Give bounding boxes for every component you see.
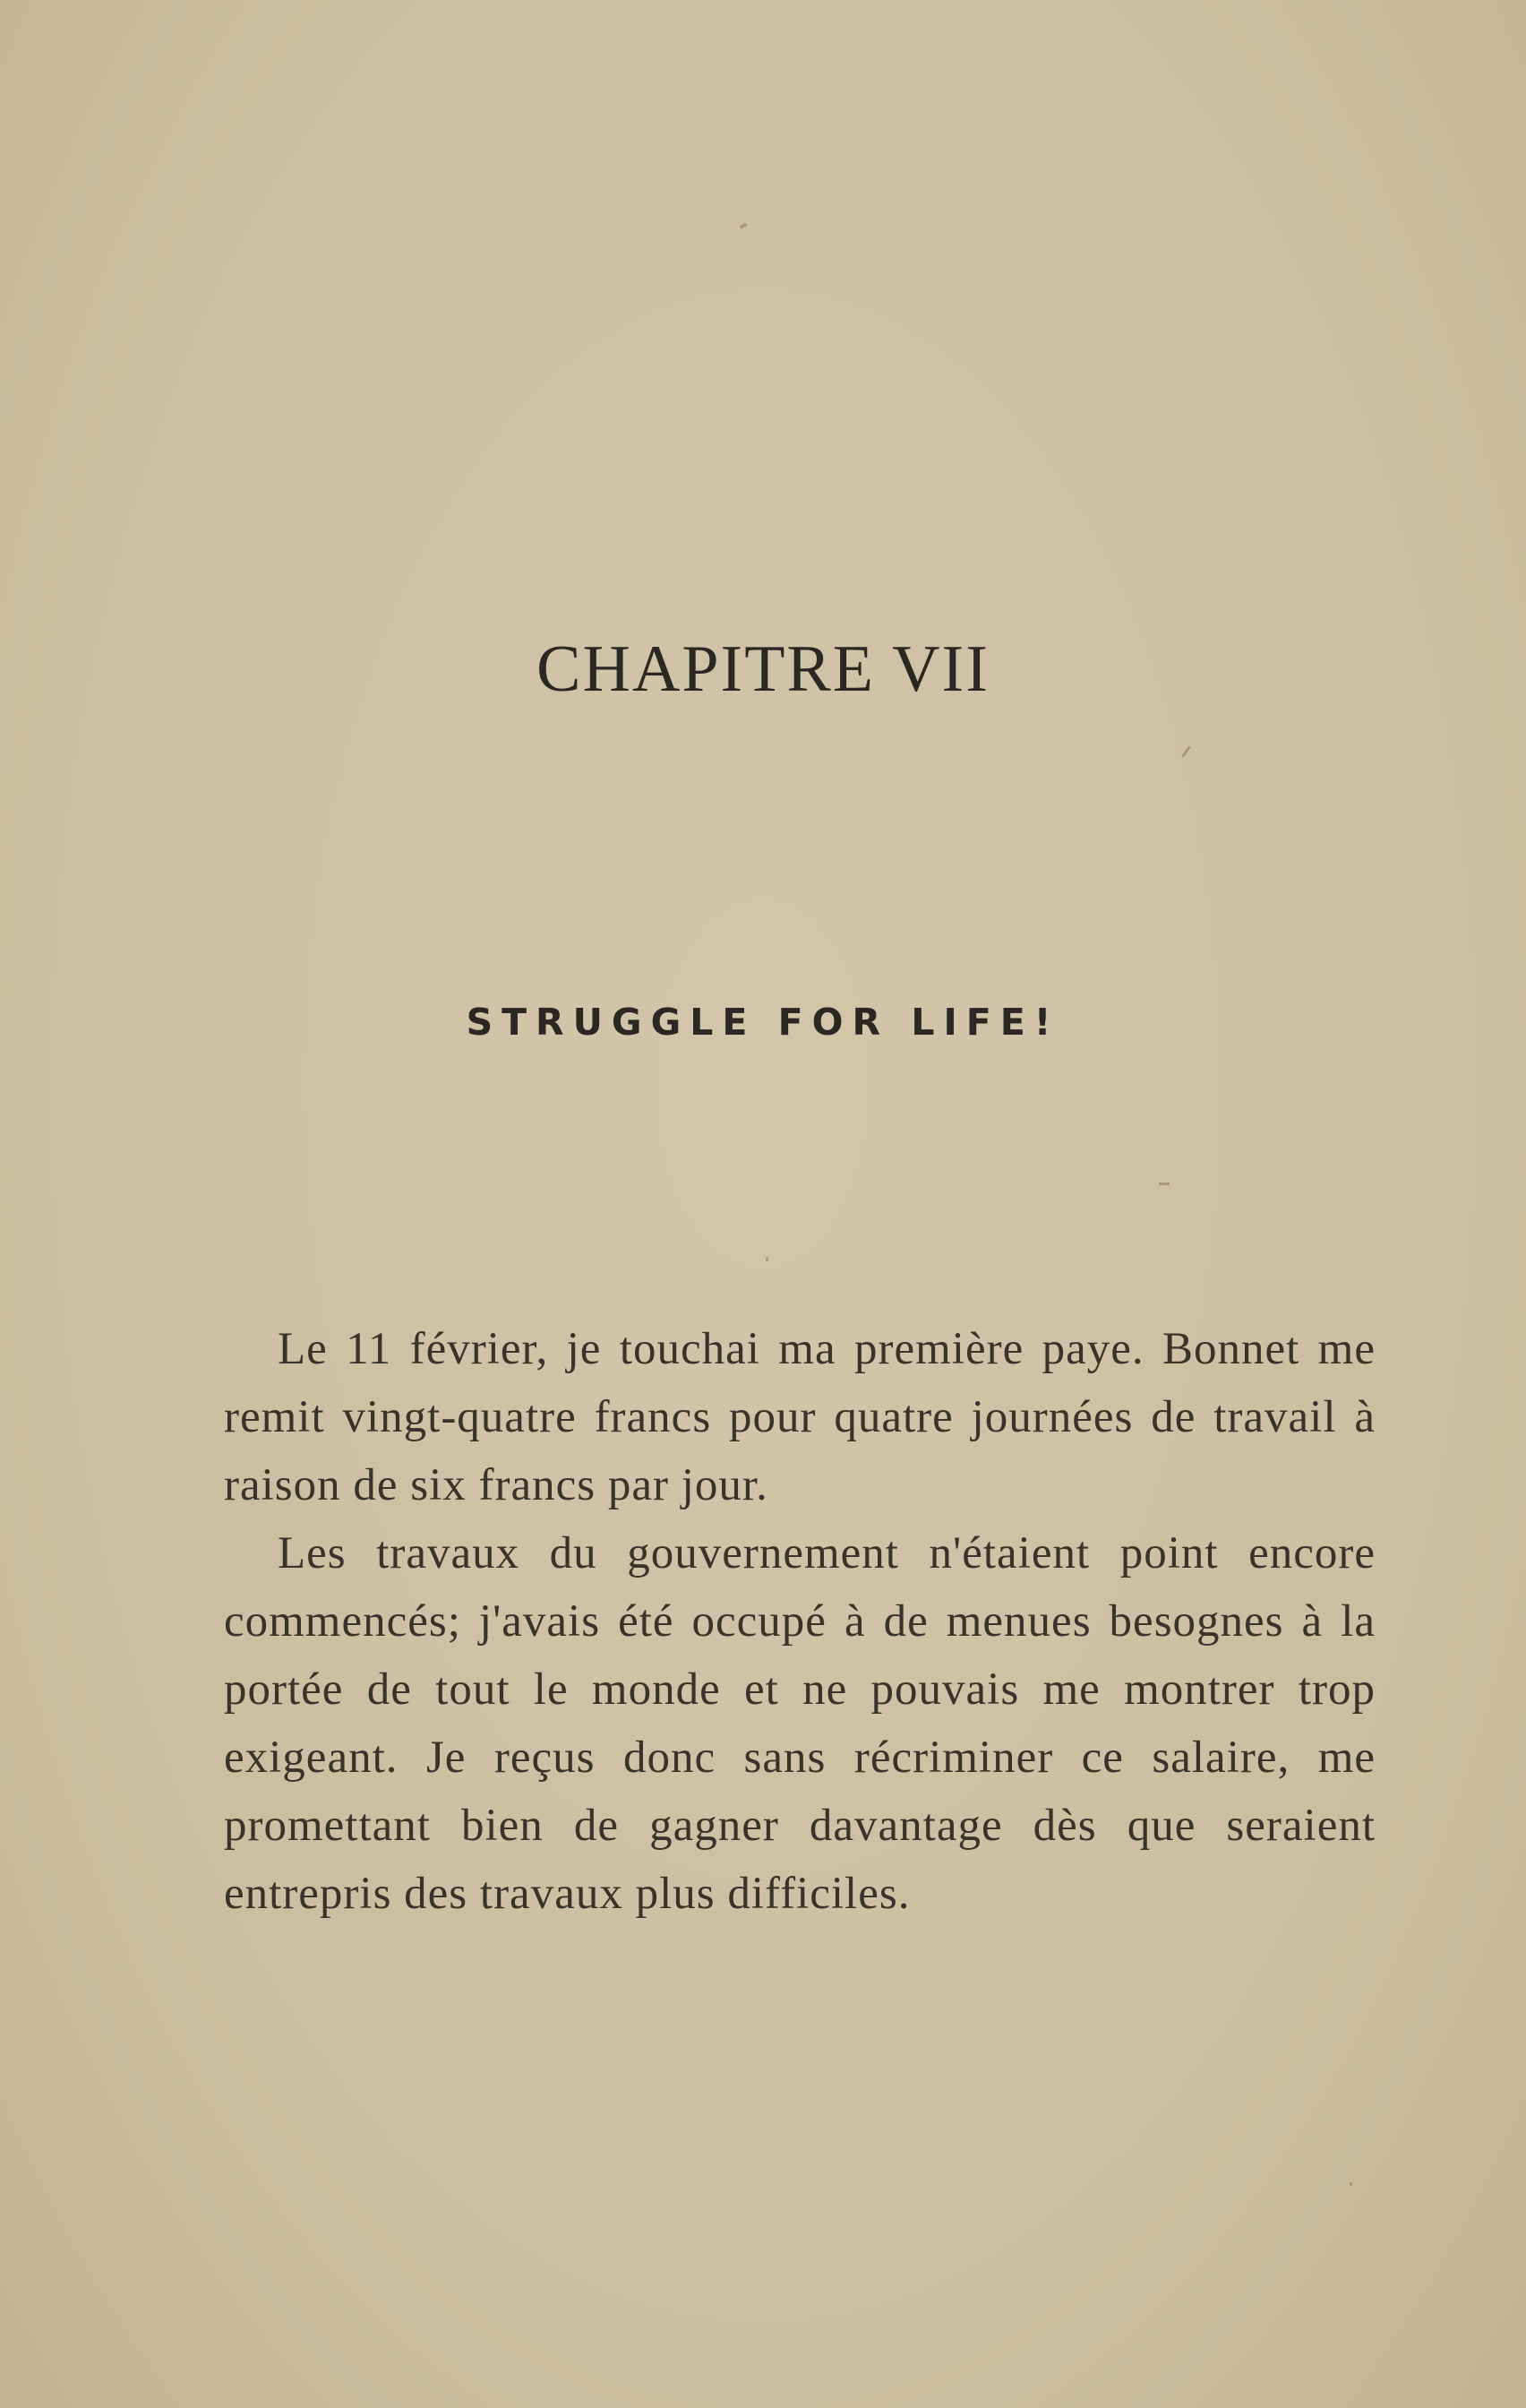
paper-speck (740, 222, 748, 228)
chapter-subtitle: STRUGGLE FOR LIFE! (466, 1001, 1060, 1044)
paper-speck (1350, 2182, 1352, 2186)
paper-speck (1159, 1182, 1170, 1185)
chapter-body (224, 1315, 1376, 1928)
paper-speck (766, 1257, 768, 1261)
paragraph: Les travaux du gouvernement n'étaient point encore commencés; j'avais été occupé à de menues besognes à la portée de tout le monde et ne pouvais me montrer trop exigeant. Je reçus donc sans récriminer ce salaire, me promettant bien de gagner davantage dès que seraient entrepris des travaux plus difficiles. (224, 1528, 1376, 1919)
paper-speck (1181, 745, 1190, 757)
paragraph: Le 11 février, je touchai ma première paye. Bonnet me remit vingt-quatre francs pour quatre journées de travail à raison de six francs par jour. (224, 1324, 1376, 1510)
chapter-title: CHAPITRE VII (536, 632, 990, 706)
